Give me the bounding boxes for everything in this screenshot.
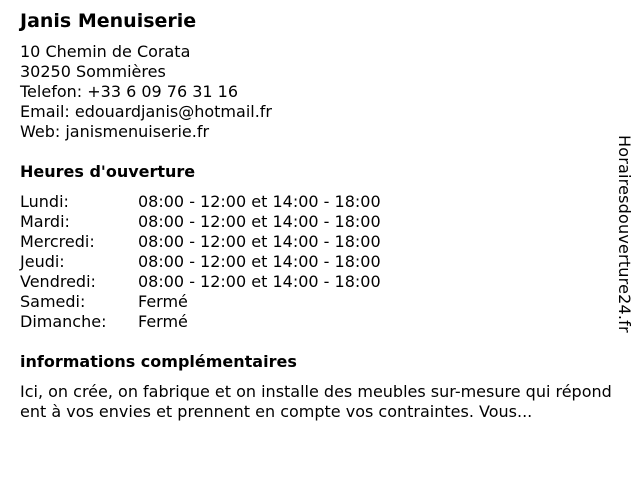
hours-day: Dimanche: — [20, 312, 107, 331]
hours-value: Fermé — [138, 312, 188, 331]
hours-row-wednesday — [20, 232, 620, 252]
hours-value: 08:00 - 12:00 et 14:00 - 18:00 — [138, 232, 381, 251]
hours-table — [20, 192, 620, 332]
hours-title: Heures d'ouverture — [20, 162, 196, 181]
phone-line: Telefon: +33 6 09 76 31 16 — [20, 82, 239, 101]
web-line: Web: janismenuiserie.fr — [20, 122, 210, 141]
watermark-text: Horairesdouverture24.fr — [615, 135, 634, 333]
hours-row-friday — [20, 272, 620, 292]
hours-row-thursday — [20, 252, 620, 272]
address-city: 30250 Sommières — [20, 62, 166, 81]
hours-day: Jeudi: — [20, 252, 65, 271]
business-card — [20, 8, 620, 422]
hours-day: Lundi: — [20, 192, 69, 211]
hours-value: 08:00 - 12:00 et 14:00 - 18:00 — [138, 272, 381, 291]
hours-row-saturday — [20, 292, 620, 312]
hours-day: Samedi: — [20, 292, 86, 311]
address-street: 10 Chemin de Corata — [20, 42, 191, 61]
email-line: Email: edouardjanis@hotmail.fr — [20, 102, 273, 121]
hours-value: Fermé — [138, 292, 188, 311]
info-title: informations complémentaires — [20, 352, 297, 371]
business-name: Janis Menuiserie — [20, 10, 197, 32]
hours-day: Mercredi: — [20, 232, 95, 251]
hours-day: Vendredi: — [20, 272, 96, 291]
info-description: Ici, on crée, on fabrique et on installe des meubles sur-mesure qui répondent à vos envies et prennent en compte vos contraintes. Vous... — [20, 382, 612, 421]
hours-value: 08:00 - 12:00 et 14:00 - 18:00 — [138, 252, 381, 271]
hours-row-sunday — [20, 312, 620, 332]
hours-day: Mardi: — [20, 212, 70, 231]
hours-value: 08:00 - 12:00 et 14:00 - 18:00 — [138, 212, 381, 231]
hours-row-tuesday — [20, 212, 620, 232]
hours-value: 08:00 - 12:00 et 14:00 - 18:00 — [138, 192, 381, 211]
hours-row-monday — [20, 192, 620, 212]
